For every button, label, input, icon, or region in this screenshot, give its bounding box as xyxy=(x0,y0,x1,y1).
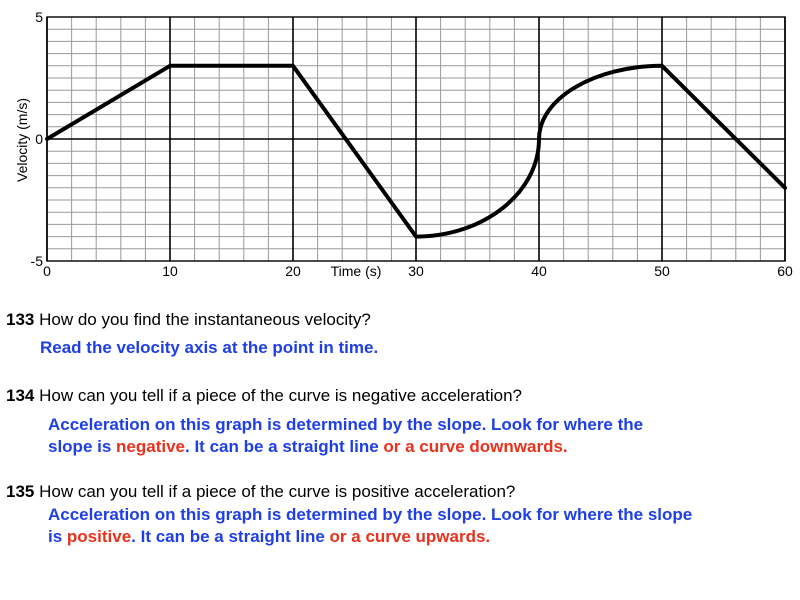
highlight-curve-upwards: or a curve upwards. xyxy=(329,527,491,546)
question-text: How can you tell if a piece of the curve is positive acceleration? xyxy=(39,482,516,501)
x-tick-label: 60 xyxy=(777,263,793,279)
answer-text: . It can be a straight line xyxy=(185,437,384,456)
x-tick-label: 30 xyxy=(408,263,424,279)
highlight-positive: positive xyxy=(66,527,132,546)
y-tick-label: 5 xyxy=(35,9,43,25)
highlight-curve-downwards: or a curve downwards. xyxy=(383,437,568,456)
question-134 xyxy=(6,386,522,406)
x-tick-label: 0 xyxy=(43,263,51,279)
y-axis-label: Velocity (m/s) xyxy=(14,97,30,183)
question-number: 134 xyxy=(6,386,35,405)
question-text: How do you find the instantaneous velocity? xyxy=(39,310,371,329)
velocity-time-chart xyxy=(0,0,800,290)
y-tick-label: 0 xyxy=(35,131,43,147)
answer-134 xyxy=(48,414,643,458)
answer-text: slope is xyxy=(48,437,117,456)
answer-line: Acceleration on this graph is determined by the slope. Look for where the xyxy=(48,415,644,434)
question-number: 135 xyxy=(6,482,35,501)
question-135 xyxy=(6,482,515,502)
answer-line: Acceleration on this graph is determined by the slope. Look for where the slope xyxy=(48,505,693,524)
highlight-negative: negative xyxy=(116,437,186,456)
x-tick-label: 50 xyxy=(654,263,670,279)
x-tick-label: 40 xyxy=(531,263,547,279)
answer-text: is xyxy=(48,527,67,546)
x-tick-label: 10 xyxy=(162,263,178,279)
question-text: How can you tell if a piece of the curve is negative acceleration? xyxy=(39,386,522,405)
x-tick-label: 20 xyxy=(285,263,301,279)
answer-text: Read the velocity axis at the point in time. xyxy=(40,338,379,357)
x-axis-label: Time (s) xyxy=(330,263,382,279)
answer-text: . It can be a straight line xyxy=(131,527,330,546)
y-tick-label: -5 xyxy=(30,253,43,269)
question-number: 133 xyxy=(6,310,35,329)
answer-135 xyxy=(48,504,692,548)
question-133 xyxy=(6,310,371,330)
answer-133 xyxy=(40,337,378,359)
